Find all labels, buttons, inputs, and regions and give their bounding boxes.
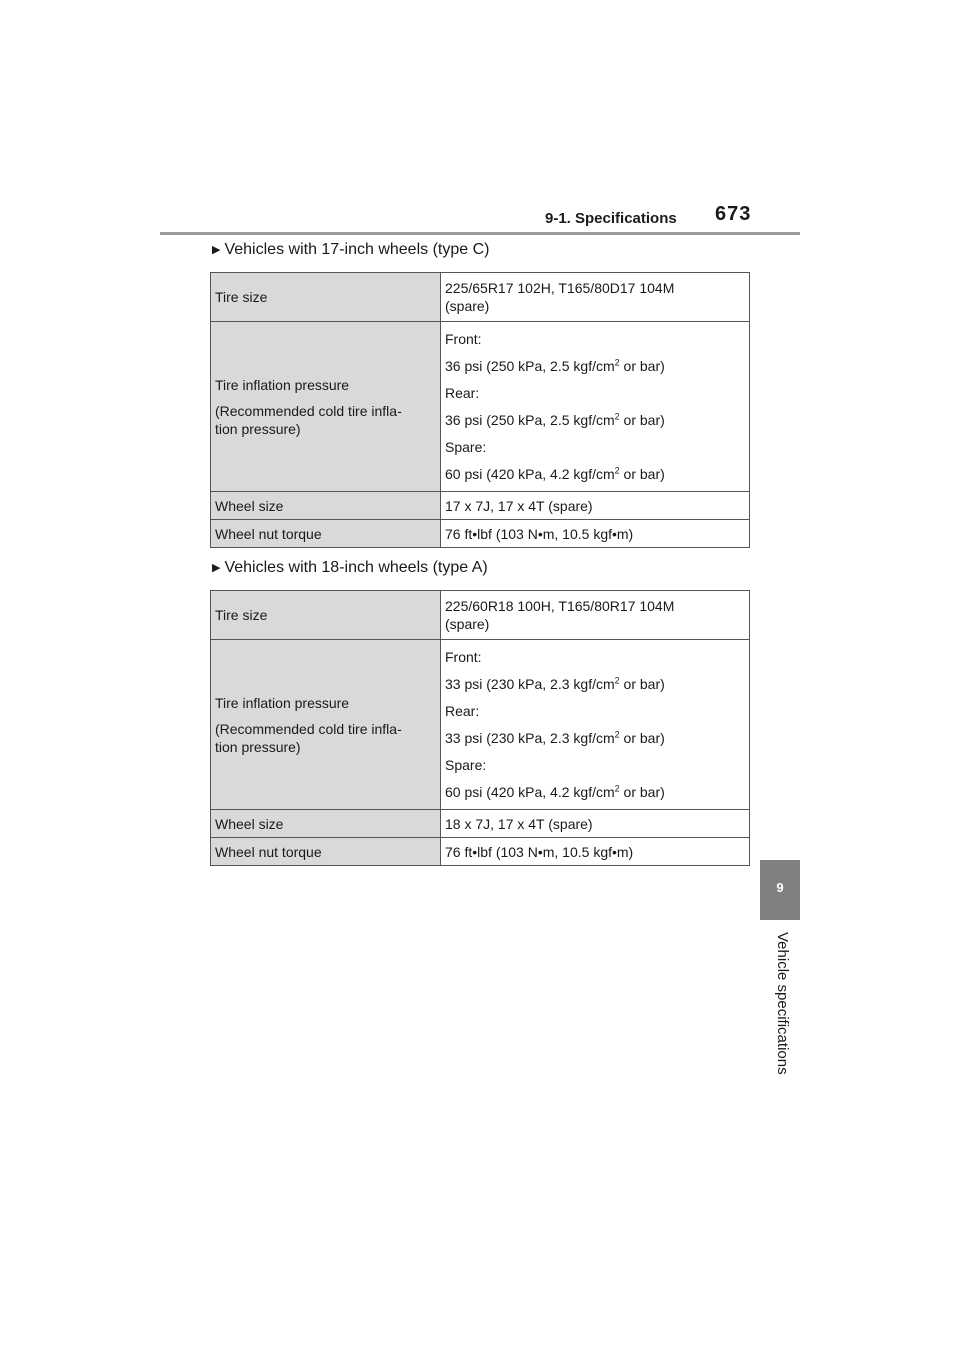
tire-size-value (441, 591, 750, 640)
tire-size-label: Tire size (211, 591, 441, 640)
rear-pressure: 33 psi (230 kPa, 2.3 kgf/$cm^2$ or bar) (445, 729, 665, 746)
spare-label: Spare: (445, 439, 487, 455)
tire-size-line2: (spare) (445, 616, 490, 632)
section-heading-17-inch (212, 241, 489, 259)
nut-torque-label: Wheel nut torque (211, 838, 441, 866)
table-row-inflation-pressure (211, 640, 750, 810)
section-heading-text: Vehicles with 17-inch wheels (type C) (224, 241, 490, 258)
inflation-pressure-value (441, 322, 750, 492)
rear-label: Rear: (445, 703, 480, 719)
rear-pressure: 36 psi (250 kPa, 2.5 kgf/$cm^2$ or bar) (445, 411, 665, 428)
pressure-label-line3: tion pressure) (215, 738, 301, 755)
inflation-pressure-value (441, 640, 750, 810)
section-heading-18-inch (212, 559, 488, 577)
tire-size-label: Tire size (211, 273, 441, 322)
front-pressure: 36 psi (250 kPa, 2.5 kgf/$cm^2$ or bar) (445, 357, 665, 374)
inflation-pressure-label (211, 322, 441, 492)
page-header (160, 200, 800, 234)
section-title: 9-1. Specifications (545, 210, 677, 227)
table-row-tire-size (211, 273, 750, 322)
pressure-label-line1: Tire inflation pressure (215, 376, 350, 393)
front-label: Front: (445, 331, 482, 347)
spare-pressure: 60 psi (420 kPa, 4.2 kgf/$cm^2$ or bar) (445, 465, 665, 482)
front-pressure: 33 psi (230 kPa, 2.3 kgf/$cm^2$ or bar) (445, 675, 665, 692)
table-row-wheel-size (211, 492, 750, 520)
spare-pressure: 60 psi (420 kPa, 4.2 kgf/$cm^2$ or bar) (445, 783, 665, 800)
rear-label: Rear: (445, 385, 480, 401)
pressure-label-line3: tion pressure) (215, 420, 301, 437)
spec-table-18-inch (210, 590, 750, 866)
triangle-bullet-icon: ▶ (212, 244, 221, 256)
chapter-number: 9 (776, 880, 784, 895)
chapter-label: Vehicle specifications (774, 932, 791, 1075)
table-row-wheel-size (211, 810, 750, 838)
pressure-label-line2: (Recommended cold tire infla- (215, 720, 402, 737)
spec-table-17-inch (210, 272, 750, 548)
pressure-label-line1: Tire inflation pressure (215, 694, 350, 711)
tire-size-line1: 225/65R17 102H, T165/80D17 104M (445, 280, 675, 296)
wheel-size-value: 17 x 7J, 17 x 4T (spare) (441, 492, 750, 520)
table-row-tire-size (211, 591, 750, 640)
tire-size-value (441, 273, 750, 322)
nut-torque-value: 76 ft•lbf (103 N•m, 10.5 kgf•m) (441, 838, 750, 866)
chapter-tab (760, 860, 800, 920)
table-row-wheel-nut-torque (211, 838, 750, 866)
spare-label: Spare: (445, 757, 487, 773)
section-heading-text: Vehicles with 18-inch wheels (type A) (224, 559, 488, 576)
front-label: Front: (445, 649, 482, 665)
wheel-size-value: 18 x 7J, 17 x 4T (spare) (441, 810, 750, 838)
tire-size-line1: 225/60R18 100H, T165/80R17 104M (445, 598, 675, 614)
table-row-wheel-nut-torque (211, 520, 750, 548)
wheel-size-label: Wheel size (211, 492, 441, 520)
tire-size-line2: (spare) (445, 298, 490, 314)
page-number: 673 (715, 203, 752, 225)
pressure-label-line2: (Recommended cold tire infla- (215, 402, 402, 419)
inflation-pressure-label (211, 640, 441, 810)
nut-torque-label: Wheel nut torque (211, 520, 441, 548)
header-rule (160, 232, 800, 235)
wheel-size-label: Wheel size (211, 810, 441, 838)
triangle-bullet-icon: ▶ (212, 562, 221, 574)
table-row-inflation-pressure (211, 322, 750, 492)
nut-torque-value: 76 ft•lbf (103 N•m, 10.5 kgf•m) (441, 520, 750, 548)
